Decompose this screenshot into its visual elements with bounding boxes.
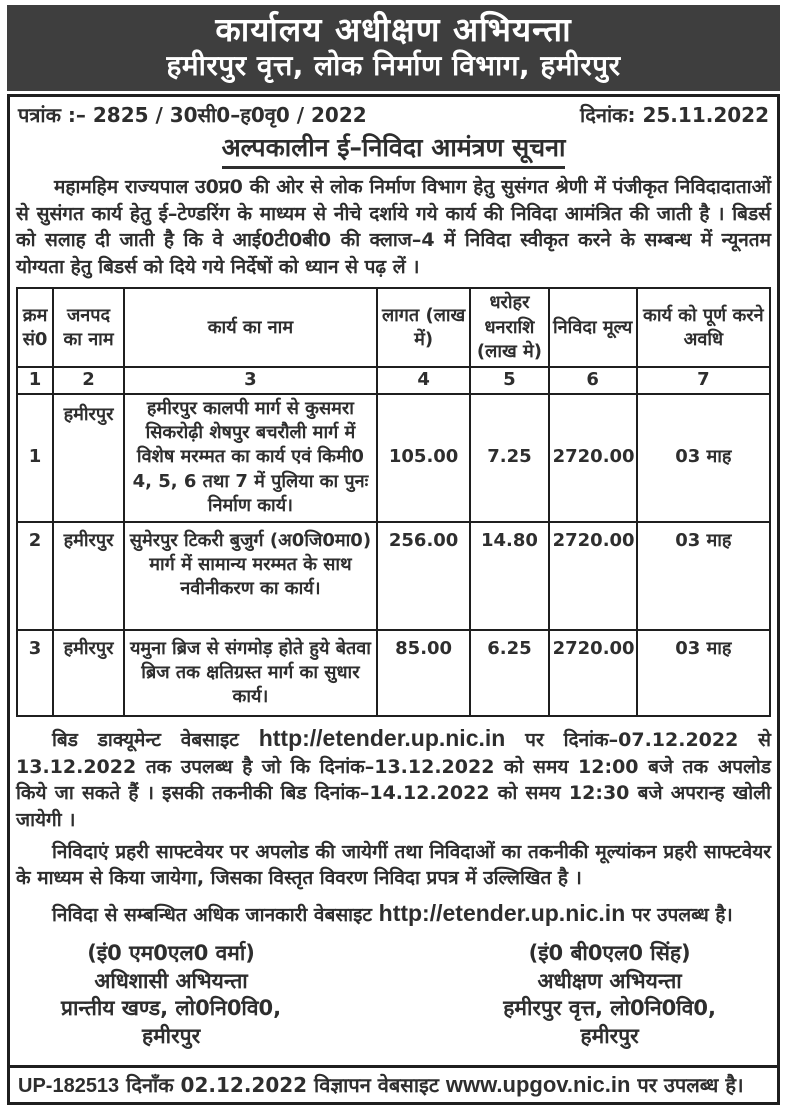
- work-name-cell: यमुना ब्रिज से संगमोड़ होते हुये बेतवा ब्रिज तक क्षतिग्रस्त मार्ग का सुधार कार्य।: [124, 630, 377, 716]
- table-header-row: [17, 288, 770, 367]
- column-header-tender-value: निविदा मूल्य: [549, 288, 637, 367]
- emd-cell: 14.80: [470, 522, 548, 630]
- column-number: 3: [124, 367, 377, 393]
- column-number: 1: [17, 367, 53, 393]
- note-text: बिड डाक्यूमेन्ट वेबसाइट: [52, 728, 239, 751]
- serial-cell: 1: [17, 394, 53, 522]
- tender-value-cell: 2720.00: [549, 522, 637, 630]
- letter-date-value: 25.11.2022: [642, 102, 769, 127]
- upgov-url-text: www.upgov.nic.in: [445, 1071, 631, 1097]
- serial-cell: 2: [17, 522, 53, 630]
- signer-name: (इं0 एम0एल0 वर्मा): [87, 940, 255, 965]
- cost-cell: 256.00: [377, 522, 470, 630]
- intro-paragraph: महामहिम राज्यपाल उ0प्र0 की ओर से लोक निर्माण विभाग हेतु सुसंगत श्रेणी में पंजीकृत निविदादाताओं से सुसंगत कार्य हेतु ई–टेण्डरिंग के माध्यम से नीचे दर्शाये गये कार्य की निविदा आमंत्रित की जाती है । बिडर्स को सलाह दी जाती है कि वे आई0टी0बी0 की क्लाज–4 में निविदा स्वीकृत करने के सम्बन्ध में न्यूनतम योग्यता हेतु बिडर्स को दिये गये निर्देषों को ध्यान से पढ़ लें ।: [16, 175, 771, 278]
- column-number: 2: [53, 367, 124, 393]
- ad-text: पर उपलब्ध है।: [637, 1072, 744, 1097]
- signer-division: प्रान्तीय खण्ड, लो0नि0वि0,: [61, 996, 282, 1021]
- district-cell: हमीरपुर: [53, 522, 124, 630]
- note-bid-document: [16, 722, 771, 834]
- letter-number-value: 2825 / 30सी0–ह0वृ0 / 2022: [92, 102, 367, 127]
- notice-title: [16, 130, 771, 169]
- signature-right: [503, 940, 716, 1051]
- note-text: निविदा से सम्बन्धित अधिक जानकारी वेबसाइट: [52, 903, 373, 926]
- signer-place: हमीरपुर: [580, 1024, 639, 1049]
- table-row: [17, 522, 770, 630]
- signer-designation: अधिशासी अभियन्ता: [94, 968, 248, 993]
- emd-cell: 7.25: [470, 394, 548, 522]
- ad-code: UP-182513: [18, 1074, 120, 1097]
- column-number-row: [17, 367, 770, 393]
- letter-date: [580, 101, 769, 128]
- cost-cell: 105.00: [377, 394, 470, 522]
- letter-number-label: पत्रांक :–: [18, 102, 86, 127]
- period-cell: 03 माह: [637, 394, 770, 522]
- signer-place: हमीरपुर: [141, 1024, 201, 1049]
- letter-date-label: दिनांक:: [580, 102, 636, 127]
- column-number: 7: [637, 367, 770, 393]
- column-number: 5: [470, 367, 548, 393]
- notice-title-text: अल्पकालीन ई–निविदा आमंत्रण सूचना: [222, 130, 566, 169]
- district-cell: हमीरपुर: [53, 630, 124, 716]
- note-more-info: [16, 897, 771, 929]
- column-header-cost: लागत (लाख में): [377, 288, 470, 367]
- signer-name: (इं0 बी0एल0 सिंह): [528, 940, 691, 965]
- work-name-cell: सुमेरपुर टिकरी बुजुर्ग (अ0जि0मा0) मार्ग में सामान्य मरम्मत के साथ नवीनीकरण का कार्य।: [124, 522, 377, 630]
- note-text: पर दिनांक–07.12.2022 से 13.12.2022 तक उपलब्ध है जो कि दिनांक–13.12.2022 को समय 12:00 बजे तक अपलोड किये जा सकते हैं । इसकी तकनीकी बिड दिनांक–14.12.2022 को समय 12:30 बजे अपरान्ह खोली जायेगी ।: [16, 728, 772, 831]
- etender-url-text: http://etender.up.nic.in: [378, 899, 626, 926]
- period-cell: 03 माह: [637, 630, 770, 716]
- column-number: 4: [377, 367, 470, 393]
- tender-table: [16, 287, 771, 716]
- notice-body: [7, 94, 780, 1068]
- etender-url-text: http://etender.up.nic.in: [258, 724, 506, 751]
- table-row: [17, 394, 770, 522]
- tender-value-cell: 2720.00: [549, 394, 637, 522]
- note-text: पर उपलब्ध है।: [631, 903, 733, 926]
- table-row: [17, 630, 770, 716]
- signature-section: [16, 934, 771, 1065]
- office-title: कार्यालय अधीक्षण अभियन्ता: [215, 10, 572, 49]
- cost-cell: 85.00: [377, 630, 470, 716]
- signer-division: हमीरपुर वृत्त, लो0नि0वि0,: [503, 996, 716, 1021]
- reference-row: [16, 100, 771, 128]
- letter-number: [18, 101, 367, 128]
- work-name-cell: हमीरपुर कालपी मार्ग से कुसमरा सिकरोढ़ी शेषपुर बचरौली मार्ग में विशेष मरम्मत का कार्य एवं किमी0 4, 5, 6 तथा 7 में पुलिया का पुनः निर्माण कार्य।: [124, 394, 377, 522]
- office-subtitle: हमीरपुर वृत्त, लोक निर्माण विभाग, हमीरपुर: [166, 48, 621, 82]
- column-header-district: जनपद का नाम: [53, 288, 124, 367]
- column-number: 6: [549, 367, 637, 393]
- advertisement-footer: [7, 1068, 780, 1105]
- period-cell: 03 माह: [637, 522, 770, 630]
- serial-cell: 3: [17, 630, 53, 716]
- ad-text: दिनाँक 02.12.2022 विज्ञापन वेबसाइट: [126, 1072, 439, 1097]
- office-header: [7, 5, 780, 91]
- emd-cell: 6.25: [470, 630, 548, 716]
- signature-left: [61, 940, 281, 1051]
- column-header-emd: धरोहर धनराशि (लाख मे): [470, 288, 548, 367]
- district-cell: हमीरपुर: [53, 394, 124, 522]
- note-prahari-software: निविदाएं प्रहरी साफ्टवेयर पर अपलोड की जायेगीं तथा निविदाओं का तकनीकी मूल्यांकन प्रहरी साफ्टवेयर के माध्यम से किया जायेगा, जिसका विस्तृत विवरण निविदा प्रपत्र में उल्लिखित है ।: [16, 840, 771, 890]
- column-header-work: कार्य का नाम: [124, 288, 377, 367]
- signer-designation: अधीक्षण अभियन्ता: [537, 968, 682, 993]
- column-header-sno: क्रम सं0: [17, 288, 53, 367]
- column-header-period: कार्य को पूर्ण करने अवधि: [637, 288, 770, 367]
- tender-value-cell: 2720.00: [549, 630, 637, 716]
